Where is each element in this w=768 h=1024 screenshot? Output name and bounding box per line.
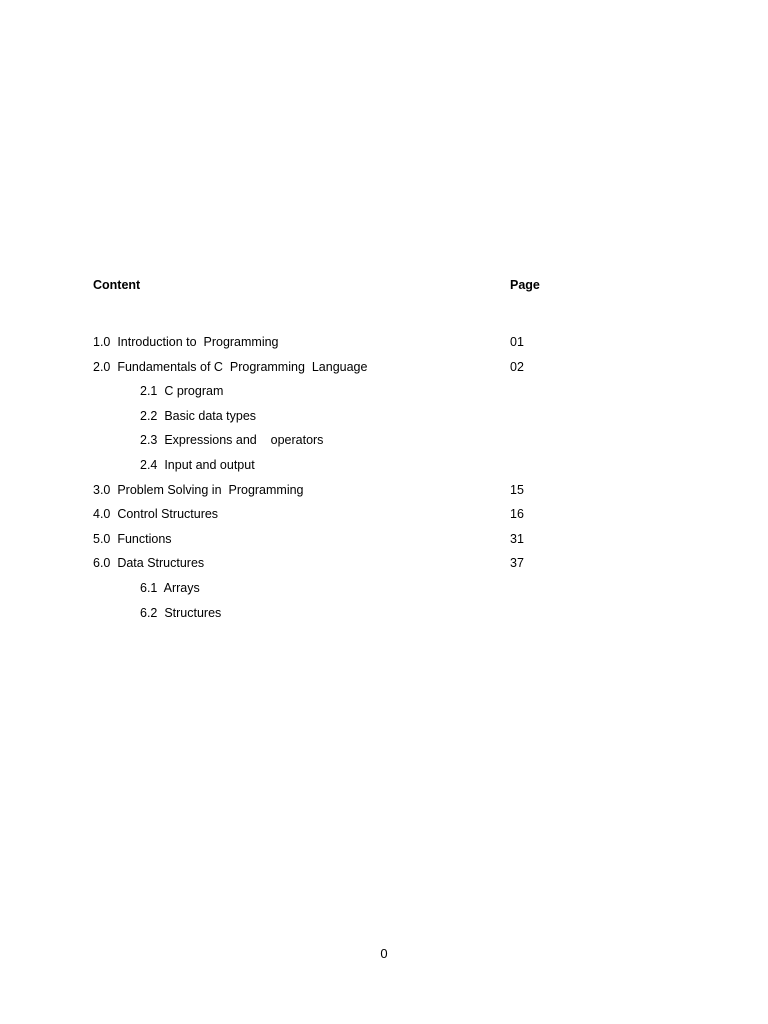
toc-subentry [93, 407, 573, 432]
toc-entry [93, 333, 573, 358]
content-column-heading: Content [93, 278, 141, 292]
toc-subentry [93, 456, 573, 481]
toc-subentry-label: 2.4 Input and output [140, 457, 255, 472]
table-of-contents [93, 278, 573, 628]
toc-entry-label: 1.0 Introduction to Programming [93, 335, 279, 349]
toc-entry-page: 37 [510, 556, 524, 571]
toc-list [93, 333, 573, 628]
toc-subentry [93, 604, 573, 629]
toc-subentry-label: 2.2 Basic data types [140, 408, 257, 423]
toc-entry [93, 554, 573, 579]
footer-page-number: 0 [380, 946, 388, 961]
toc-subentry-label: 6.1 Arrays [140, 580, 200, 595]
toc-entry [93, 358, 573, 383]
toc-entry-page: 02 [510, 359, 524, 374]
toc-subentry-label: 2.1 C program [140, 384, 224, 399]
toc-subentry-label: 2.3 Expressions and operators [140, 433, 324, 448]
toc-entry [93, 481, 573, 506]
page-column-heading: Page [510, 278, 540, 292]
toc-entry-label: 2.0 Fundamentals of C Programming Language [93, 359, 368, 374]
toc-subentry [93, 431, 573, 456]
toc-subentry [93, 382, 573, 407]
toc-entry-page: 15 [510, 482, 524, 497]
toc-entry-page: 16 [510, 507, 524, 522]
toc-entry-label: 5.0 Functions [93, 531, 172, 546]
toc-subentry-label: 6.2 Structures [140, 605, 222, 620]
toc-entry [93, 530, 573, 555]
toc-subentry [93, 579, 573, 604]
toc-header [93, 278, 573, 296]
toc-entry-label: 3.0 Problem Solving in Programming [93, 482, 304, 497]
toc-entry-label: 4.0 Control Structures [93, 507, 219, 522]
toc-entry-label: 6.0 Data Structures [93, 556, 205, 571]
toc-entry [93, 505, 573, 530]
toc-entry-page: 31 [510, 531, 524, 546]
toc-entry-page: 01 [510, 335, 524, 349]
